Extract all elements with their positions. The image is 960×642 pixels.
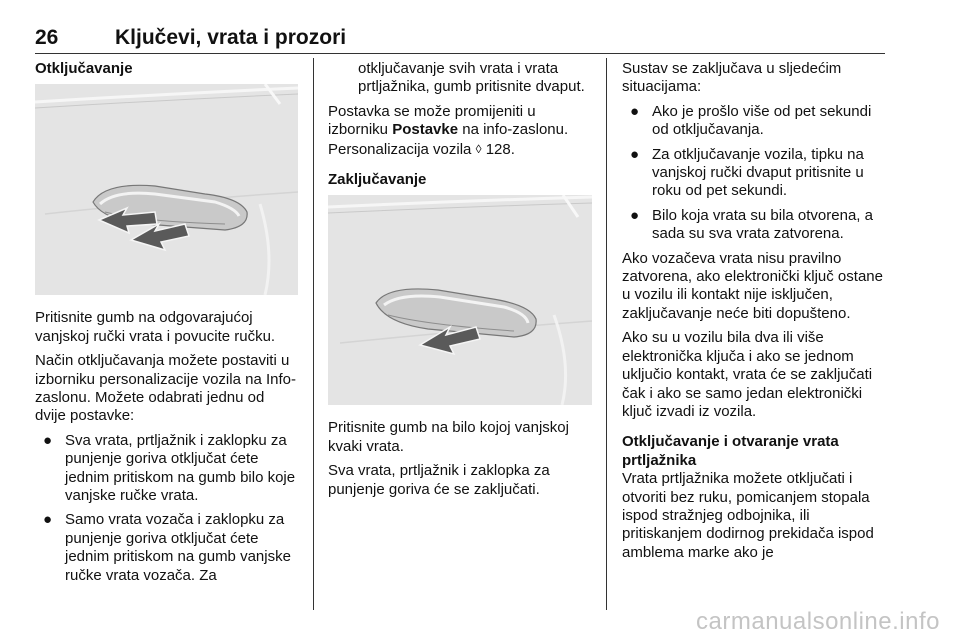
- paragraph: Ako su u vozilu bila dva ili više elektronička ključa i ako se jednom uključio kontakt, vrata će se zaključati čak i ako se samo jedan elektronički ključ izvadi iz vozila.: [622, 329, 873, 420]
- menu-name-postavke: Postavke: [392, 121, 459, 139]
- list-item: [35, 511, 298, 585]
- paragraph: Sustav se zaključava u sljedećim situacijama:: [622, 60, 842, 96]
- paragraph-continued: otključavanje svih vrata i vrata prtljažnika, gumb pritisnite dvaput.: [358, 60, 585, 96]
- paragraph: Vrata prtljažnika možete otključati i otvoriti bez ruku, pomicanjem stopala ispod stražnjeg odbojnika, ili pritiskanjem dodirnog prekidača ispod amblema marke ako je: [622, 470, 874, 561]
- paragraph: Način otključavanja možete postaviti u izborniku personalizacije vozila na Info-zaslonu. Možete odabrati jednu od dvije postavke:: [35, 352, 296, 425]
- paragraph: Pritisnite gumb na odgovarajućoj vanjskoj ručki vrata i povucite ručku.: [35, 309, 276, 345]
- column-2: [328, 60, 592, 505]
- bullet-icon: ●: [43, 511, 53, 529]
- door-handle-figure-lock: [328, 195, 592, 405]
- list-item: [622, 146, 890, 201]
- text: Postavka se može promijeniti u izborniku: [328, 102, 536, 139]
- list-item-text: Sva vrata, prtljažnik i zaklopku za punjenje goriva otključat ćete jednim pritiskom na gumb bilo koje vanjske ručke vrata.: [65, 431, 296, 505]
- bullet-icon: ●: [630, 102, 640, 120]
- cross-reference-icon: ◊: [475, 141, 482, 156]
- bullet-icon: ●: [630, 145, 640, 163]
- bullet-icon: ●: [43, 431, 53, 449]
- bullet-icon: ●: [630, 206, 640, 224]
- list-item: [622, 103, 890, 140]
- settings-list: [35, 432, 298, 585]
- paragraph: Sva vrata, prtljažnik i zaklopka za punjenje goriva će se zaključati.: [328, 462, 550, 498]
- list-item: [35, 432, 298, 506]
- paragraph: Ako vozačeva vrata nisu pravilno zatvorena, ako elektronički ključ ostane u vozilu ili kontakt nije isključen, zaključavanje neće biti dopušteno.: [622, 249, 883, 322]
- list-item: [622, 207, 890, 244]
- list-item-text: Samo vrata vozača i zaklopku za punjenje goriva otključat ćete jednim pritiskom na gumb vanjske ručke vrata vozača. Za: [65, 511, 291, 584]
- paragraph: Pritisnite gumb na bilo kojoj vanjskoj kvaki vrata.: [328, 419, 569, 455]
- page-title: Ključevi, vrata i prozori: [115, 26, 347, 49]
- auto-lock-conditions-list: [622, 103, 890, 244]
- door-handle-figure-unlock: [35, 84, 298, 295]
- page-number: 26: [35, 26, 59, 49]
- section-heading-tailgate: Otključavanje i otvaranje vrata prtljažnika: [622, 433, 839, 469]
- paragraph-settings: [328, 103, 592, 159]
- column-divider-1: [313, 58, 314, 610]
- page-reference-link[interactable]: 128.: [485, 140, 515, 158]
- section-heading-unlocking: Otključavanje: [35, 60, 133, 77]
- list-item-text: Ako je prošlo više od pet sekundi od otključavanja.: [652, 102, 872, 139]
- column-1: [35, 60, 298, 591]
- column-3: [622, 60, 890, 568]
- list-item-text: Bilo koja vrata su bila otvorena, a sada su sva vrata zatvorena.: [652, 206, 873, 243]
- column-divider-2: [606, 58, 607, 610]
- list-item-text: Za otključavanje vozila, tipku na vanjskoj ručki dvaput pritisnite u roku od pet sekundi.: [652, 145, 864, 200]
- watermark-text: carmanualsonline.info: [696, 608, 940, 635]
- header-rule: [35, 53, 885, 54]
- text: na info-zaslonu. Personalizacija vozila: [328, 121, 569, 158]
- section-heading-locking: Zaključavanje: [328, 171, 427, 189]
- page-header: [35, 26, 885, 52]
